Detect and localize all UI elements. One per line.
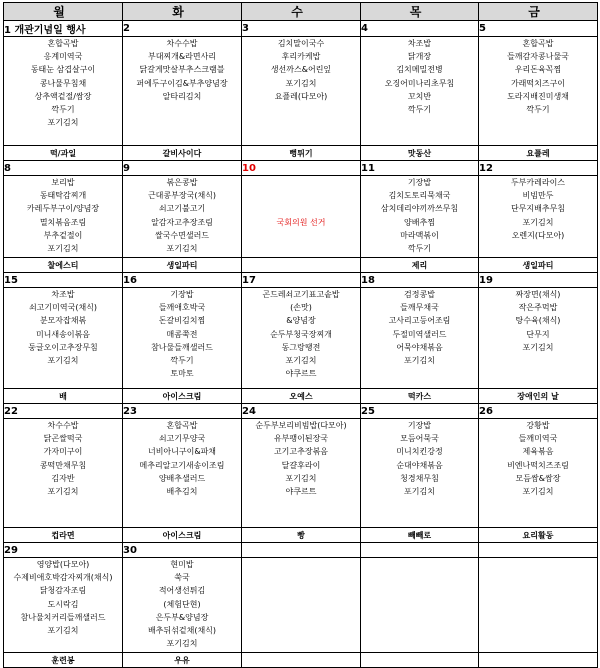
menu-item: 배추뒤섞겉채(채식) xyxy=(147,626,217,636)
snack-item xyxy=(361,653,479,668)
menu-item: 깍두기 xyxy=(407,244,432,254)
menu-item: 탕수육(채식) xyxy=(515,316,561,326)
daily-menu xyxy=(479,37,598,146)
menu-item: 알타리김치 xyxy=(162,91,202,101)
day-number-row xyxy=(4,161,598,176)
menu-item: 영양밥(다모아) xyxy=(36,560,90,569)
snack-row xyxy=(4,653,598,668)
day-number-row xyxy=(4,404,598,419)
menu-item: 야쿠르트 xyxy=(285,487,317,497)
menu-item: 돈갈비김치찜 xyxy=(158,316,206,326)
daily-menu xyxy=(123,37,242,146)
menu-item: 포기김치 xyxy=(522,487,554,497)
menu-item: 둥글오이고추장무침 xyxy=(28,342,98,352)
menu-item: 어묵야채볶음 xyxy=(396,342,443,352)
menu-item: 후리카케밥 xyxy=(281,52,321,62)
daily-menu xyxy=(242,288,361,389)
menu-item: 생선까스&어린잎 xyxy=(270,65,332,75)
menu-item: 알감자고추장조림 xyxy=(151,217,213,227)
menu-item: 김치도토리묵채국 xyxy=(388,191,451,201)
menu-item: 청경채무침 xyxy=(400,473,439,483)
menu-item: 미니새송이볶음 xyxy=(35,329,91,339)
day-number: 30 xyxy=(123,543,242,558)
menu-item: 기장밥 xyxy=(170,290,194,299)
menu-item: 퍼에두구이김&부추양념장 xyxy=(136,78,228,88)
daily-menu xyxy=(361,176,479,258)
day-number: 8 xyxy=(4,161,123,176)
snack-item: 오예스 xyxy=(242,389,361,404)
menu-item: 포기김치 xyxy=(166,639,198,649)
day-number: 24 xyxy=(242,404,361,419)
menu-item: 포기김치 xyxy=(285,78,317,88)
menu-item: 닭곤쌀떡국 xyxy=(43,434,83,444)
menu-item: 포기김치 xyxy=(47,118,79,128)
menu-item: 포기김치 xyxy=(47,626,79,636)
menu-item: 곤드레쇠고기표고솥밥 xyxy=(262,290,340,299)
snack-item: 생일파티 xyxy=(123,258,242,273)
day-number: 3 xyxy=(242,21,361,37)
daily-menu xyxy=(123,419,242,528)
menu-item: 포기김치 xyxy=(285,356,317,366)
menu-item: 두부카레라이스 xyxy=(510,178,566,187)
menu-item: 차조밥 xyxy=(407,39,432,48)
snack-item: 훈련봉 xyxy=(4,653,123,668)
daily-menu xyxy=(479,176,598,258)
menu-item: 동그랑땡전 xyxy=(281,342,321,352)
menu-item: 근대콩부장국(채식) xyxy=(147,191,217,201)
snack-item xyxy=(242,653,361,668)
menu-item: 포기김치 xyxy=(404,356,435,366)
menu-item: 들깨감자콩나물국 xyxy=(507,52,569,62)
snack-row xyxy=(4,389,598,404)
menu-item: 차조밥 xyxy=(51,290,75,299)
menu-item: 응계미역국 xyxy=(43,52,83,62)
menu-item: 단무지배추무침 xyxy=(510,204,566,214)
menu-item: 제육볶음 xyxy=(522,447,554,457)
menu-item: 차수수밥 xyxy=(47,421,79,430)
menu-item: 순대야채볶음 xyxy=(396,460,443,470)
menu-item: 고기고추장볶음 xyxy=(273,447,329,457)
menu-item: 순두부청국장찌개 xyxy=(270,329,332,339)
snack-item xyxy=(242,258,361,273)
menu-item: 고사리고등어조림 xyxy=(388,316,451,326)
day-number: 26 xyxy=(479,404,598,419)
menu-item: 포기김치 xyxy=(47,356,79,366)
meal-calendar xyxy=(3,2,597,668)
menu-item: 미니치킨강정 xyxy=(396,447,443,457)
day-number: 23 xyxy=(123,404,242,419)
day-number: 17 xyxy=(242,273,361,288)
menu-row xyxy=(4,37,598,146)
snack-item: 맛동산 xyxy=(361,146,479,161)
menu-item: 콩떡만채무침 xyxy=(39,460,87,470)
menu-item: 토마토 xyxy=(170,369,194,379)
snack-item: 요플레 xyxy=(479,146,598,161)
menu-item: 부대찌개&라면사리 xyxy=(147,52,217,62)
menu-item: 짜장면(채식) xyxy=(515,290,561,299)
day-number: 11 xyxy=(361,161,479,176)
snack-item: 생일파티 xyxy=(479,258,598,273)
day-number: 4 xyxy=(361,21,479,37)
menu-item: 깍두기 xyxy=(407,105,432,115)
menu-item: 김자반 xyxy=(51,473,75,483)
snack-item: 장애인의 날 xyxy=(479,389,598,404)
day-number: 1 개관기념일 행사 xyxy=(4,21,123,37)
menu-item: 포기김치 xyxy=(404,487,435,497)
day-number: 5 xyxy=(479,21,598,37)
snack-item: 찰에스티 xyxy=(4,258,123,273)
calendar-table xyxy=(3,2,598,668)
menu-item: 비빔만두 xyxy=(522,191,554,201)
menu-item: 쇠고기무양국 xyxy=(158,434,206,444)
snack-item: 배 xyxy=(4,389,123,404)
daily-menu xyxy=(4,176,123,258)
day-number: 18 xyxy=(361,273,479,288)
weekday-thu: 목 xyxy=(361,3,479,21)
menu-row xyxy=(4,558,598,653)
menu-item: 단무지 xyxy=(526,329,550,339)
menu-item: 꼬치반 xyxy=(407,91,432,101)
menu-item: 김치말이국수 xyxy=(277,39,325,48)
snack-item: 아이스크림 xyxy=(123,528,242,543)
daily-menu xyxy=(479,558,598,653)
menu-item: (체험단현) xyxy=(163,599,201,609)
menu-item: 쌀국수면샐러드 xyxy=(154,230,210,240)
snack-item: 우유 xyxy=(123,653,242,668)
snack-item: 아이스크림 xyxy=(123,389,242,404)
day-number: 19 xyxy=(479,273,598,288)
menu-item: 우리돈육꼭찜 xyxy=(514,65,562,75)
snack-row xyxy=(4,258,598,273)
menu-item: 분모자잡채볶 xyxy=(39,316,87,326)
menu-item: 참나물들깨샐러드 xyxy=(151,342,213,352)
menu-item: 기장밥 xyxy=(407,178,432,187)
weekday-header-row xyxy=(4,3,598,21)
menu-item: 들깨무채국 xyxy=(400,303,439,313)
menu-item: 적어생선튀김 xyxy=(158,586,206,596)
day-number: 25 xyxy=(361,404,479,419)
menu-item: 김치메밀전병 xyxy=(396,65,443,75)
daily-menu xyxy=(361,419,479,528)
menu-item: 혼합곡밥 xyxy=(166,421,198,430)
menu-item: 모듬어묵국 xyxy=(400,434,439,444)
menu-item: 매콤쭉전 xyxy=(166,329,198,339)
menu-item: 포기김치 xyxy=(166,244,198,254)
day-number: 29 xyxy=(4,543,123,558)
menu-item: 작은주먹밥 xyxy=(518,303,558,313)
snack-row xyxy=(4,528,598,543)
menu-row xyxy=(4,419,598,528)
daily-menu xyxy=(479,288,598,389)
menu-item: 양배추샐러드 xyxy=(158,473,206,483)
day-number: 10 xyxy=(242,161,361,176)
menu-item: 양배추찜 xyxy=(404,217,435,227)
menu-item: 포기김치 xyxy=(47,487,79,497)
weekday-tue: 화 xyxy=(123,3,242,21)
daily-menu xyxy=(4,419,123,528)
snack-item: 제리 xyxy=(361,258,479,273)
menu-item: 혼합곡밥 xyxy=(47,39,79,48)
menu-item: 깍두기 xyxy=(51,105,75,115)
weekday-wed: 수 xyxy=(242,3,361,21)
daily-menu xyxy=(242,419,361,528)
menu-item: 들깨미역국 xyxy=(518,434,558,444)
menu-item: 들깨애호박국 xyxy=(158,303,206,313)
menu-item: 차수수밥 xyxy=(166,39,198,48)
daily-menu xyxy=(242,37,361,146)
menu-item: 순두부보리비빔밥(다모아) xyxy=(255,421,347,430)
menu-item: 동태눈 삼겹살구이 xyxy=(30,65,96,75)
menu-item: 기장밥 xyxy=(407,421,432,430)
menu-item: 깍두기 xyxy=(526,105,550,115)
weekday-mon: 월 xyxy=(4,3,123,21)
weekday-fri: 금 xyxy=(479,3,598,21)
snack-item: 요리활동 xyxy=(479,528,598,543)
menu-item: 비엔나떡치즈조림 xyxy=(507,460,569,470)
menu-item: 강황밥 xyxy=(526,421,550,430)
menu-item: 동태탁감찌개 xyxy=(39,191,87,201)
snack-item: 떡카스 xyxy=(361,389,479,404)
daily-menu xyxy=(4,37,123,146)
menu-item: 가자미구이 xyxy=(43,447,83,457)
menu-item: 도라지배진미생채 xyxy=(507,91,569,101)
day-number: 22 xyxy=(4,404,123,419)
daily-menu xyxy=(242,176,361,258)
menu-item: 두절미역샐러드 xyxy=(392,329,447,339)
menu-item: 쇠고기불고기 xyxy=(158,204,206,214)
day-number xyxy=(242,543,361,558)
snack-item: 갈비사이다 xyxy=(123,146,242,161)
menu-item: 볶은콩밥 xyxy=(166,178,198,187)
menu-item: 혼합곡밥 xyxy=(522,39,554,48)
menu-item: 모듬쌈&쌈장 xyxy=(515,473,561,483)
snack-item: 빵 xyxy=(242,528,361,543)
daily-menu xyxy=(242,558,361,653)
snack-item: 빼빼로 xyxy=(361,528,479,543)
menu-item: 은두부&양념장 xyxy=(155,612,209,622)
menu-item: 닭개장 xyxy=(407,52,432,62)
menu-item: 포기김치 xyxy=(522,342,554,352)
menu-item: 상추액겉절/쌈장 xyxy=(34,91,92,101)
menu-item: 너비아니구이&파채 xyxy=(147,447,217,457)
day-number xyxy=(361,543,479,558)
holiday-note: 국회의원 선거 xyxy=(276,218,326,227)
day-number: 15 xyxy=(4,273,123,288)
menu-item: 닭갈게맛살부추스크램블 xyxy=(139,65,225,75)
menu-item: 깍두기 xyxy=(170,356,194,366)
menu-item: 배추김치 xyxy=(166,487,198,497)
snack-row xyxy=(4,146,598,161)
menu-item: 가래떡치즈구이 xyxy=(510,78,566,88)
menu-item: 부추겉절이 xyxy=(43,230,83,240)
daily-menu xyxy=(361,37,479,146)
menu-item: 요플레(다모아) xyxy=(274,91,328,101)
menu-item: 달걀후라이 xyxy=(281,460,321,470)
snack-item xyxy=(479,653,598,668)
menu-item: 포기김치 xyxy=(522,217,554,227)
menu-item: 도시락김 xyxy=(47,599,79,609)
snack-item: 떡/과일 xyxy=(4,146,123,161)
menu-item: 현미밥 xyxy=(170,560,194,569)
menu-item: 야쿠르트 xyxy=(285,369,317,379)
menu-item: 삼치데리야끼까쓰무침 xyxy=(380,204,459,214)
daily-menu xyxy=(4,288,123,389)
menu-item: 오렌지(다모아) xyxy=(511,230,565,240)
day-number: 9 xyxy=(123,161,242,176)
menu-item: &양념장 xyxy=(286,316,316,326)
menu-item: 참나물치커리들깨샐러드 xyxy=(20,612,106,622)
day-number-row xyxy=(4,273,598,288)
menu-item: (손맛) xyxy=(290,303,312,313)
day-number xyxy=(479,543,598,558)
menu-item: 포기김치 xyxy=(47,244,79,254)
daily-menu xyxy=(123,176,242,258)
menu-item: 포기김치 xyxy=(285,473,317,483)
menu-item: 카레두부구이/양념장 xyxy=(26,204,100,214)
menu-row xyxy=(4,176,598,258)
menu-item: 수제비애호박감자찌개(채식) xyxy=(13,573,113,583)
day-number-row xyxy=(4,543,598,558)
menu-item: 마라맥볶이 xyxy=(400,230,439,240)
menu-item: 멸치볶음조림 xyxy=(39,217,87,227)
menu-item: 오징어미나리초무침 xyxy=(384,78,455,88)
daily-menu xyxy=(123,558,242,653)
menu-item: 쇠고기미역국(채식) xyxy=(28,303,98,313)
daily-menu xyxy=(479,419,598,528)
day-number: 16 xyxy=(123,273,242,288)
menu-item: 쑥국 xyxy=(174,573,190,583)
menu-row xyxy=(4,288,598,389)
menu-item: 콩나물무침채 xyxy=(39,78,87,88)
daily-menu xyxy=(123,288,242,389)
daily-menu xyxy=(4,558,123,653)
day-number: 12 xyxy=(479,161,598,176)
snack-item: 컵라면 xyxy=(4,528,123,543)
menu-item: 메추리알고기새송이조림 xyxy=(139,460,225,470)
daily-menu xyxy=(361,558,479,653)
menu-item: 보리밥 xyxy=(51,178,75,187)
day-number: 2 xyxy=(123,21,242,37)
menu-item: 유부팽이된장국 xyxy=(273,434,329,444)
daily-menu xyxy=(361,288,479,389)
menu-item: 검정콩밥 xyxy=(404,290,435,299)
snack-item: 뻥튀기 xyxy=(242,146,361,161)
day-number-row xyxy=(4,21,598,37)
menu-item: 닭청감자조림 xyxy=(39,586,87,596)
